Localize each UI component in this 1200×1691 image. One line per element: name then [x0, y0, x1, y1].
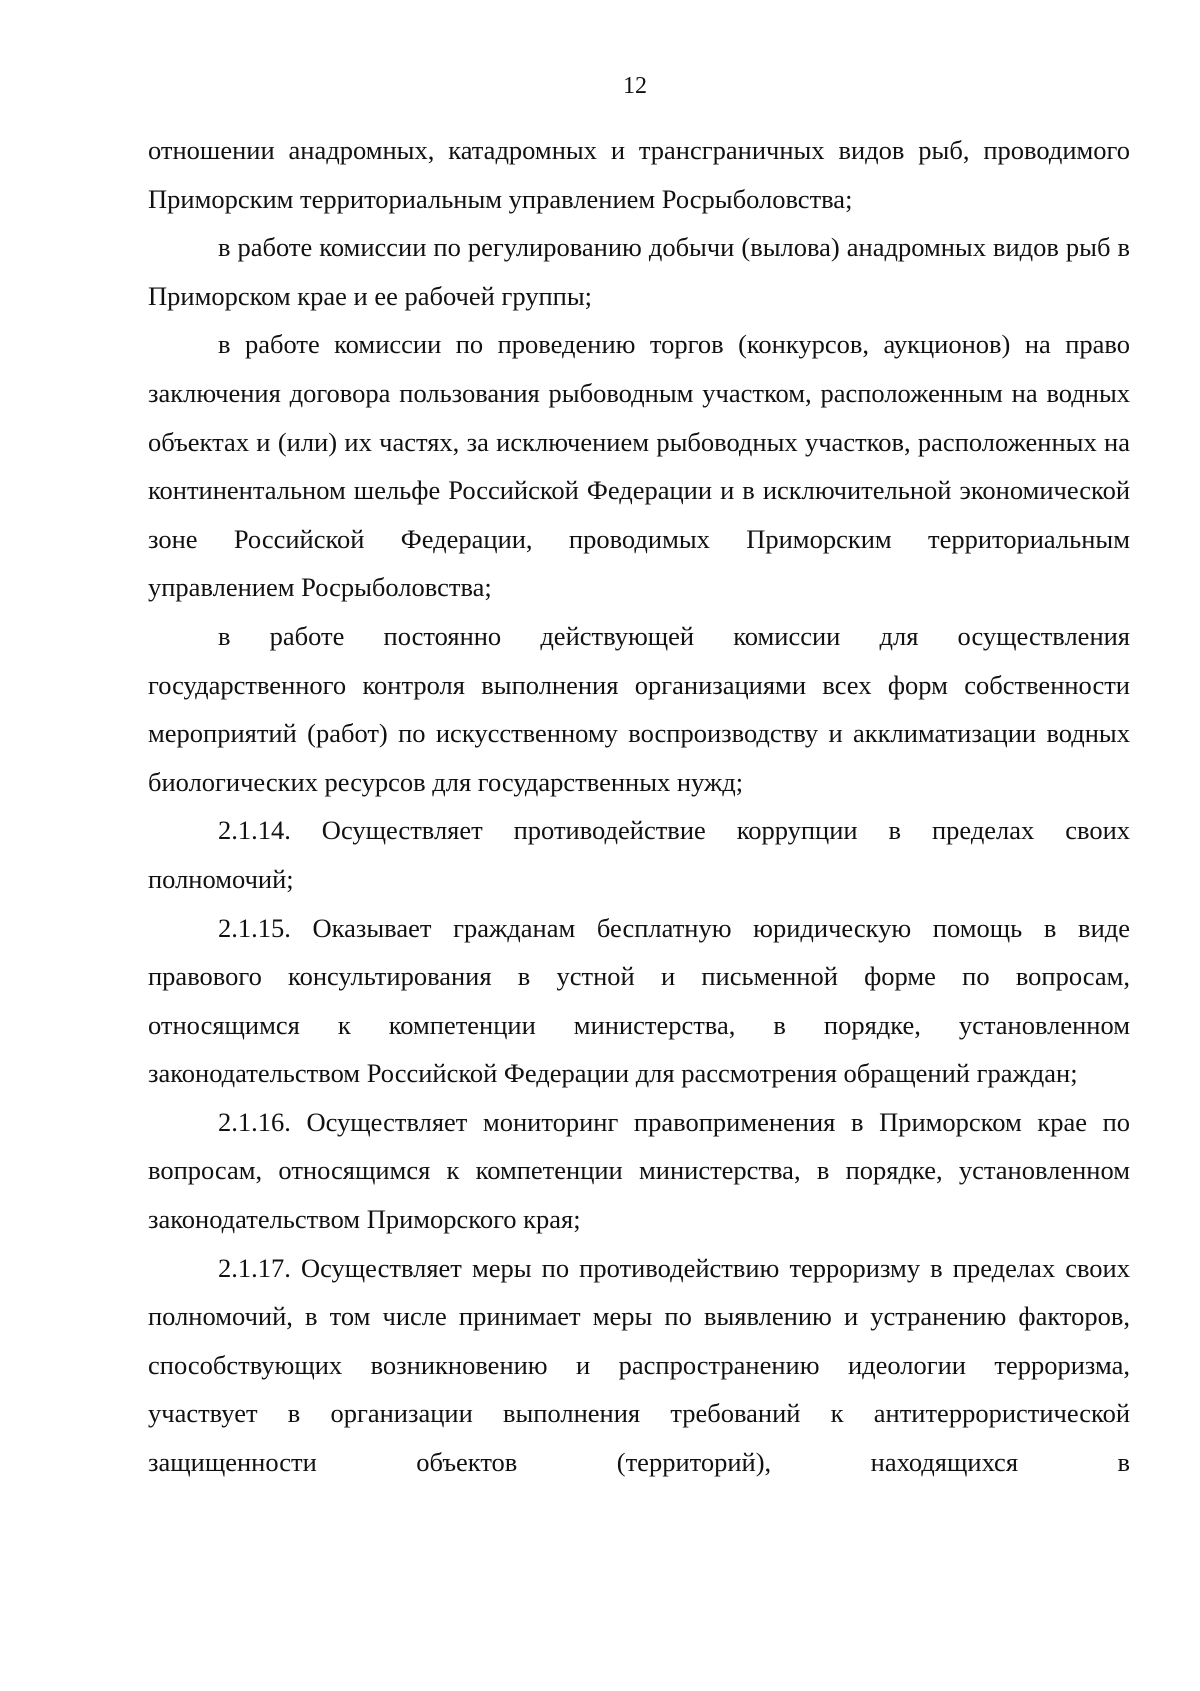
paragraph-4: в работе постоянно действующей комиссии для осуществления государственного контроля выполнения организациями всех форм собственности мероприятий (работ) по искусственному воспроизводству и акклиматизации водных биологических ресурсов для государственных нужд;: [148, 620, 1130, 797]
paragraph-7: 2.1.16. Осуществляет мониторинг правоприменения в Приморском крае по вопросам, относящимся к компетенции министерства, в порядке, установленном законодательством Приморского края;: [148, 1106, 1130, 1235]
paragraph-5: 2.1.14. Осуществляет противодействие коррупции в пределах своих полномочий;: [148, 815, 1130, 894]
paragraph-2: в работе комиссии по регулированию добычи (вылова) анадромных видов рыб в Приморском крае и ее рабочей группы;: [148, 232, 1130, 311]
paragraph-8: 2.1.17. Осуществляет меры по противодействию терроризму в пределах своих полномочий, в том числе принимает меры по выявлению и устранению факторов, способствующих возникновению и распространению идеологии терроризма, участвует в организации выполнения требований к антитеррористической защищенности объектов (территорий), находящихся в: [148, 1252, 1130, 1478]
page-number: 12: [623, 73, 647, 99]
paragraph-3: в работе комиссии по проведению торгов (конкурсов, аукционов) на право заключения договора пользования рыбоводным участком, расположенным на водных объектах и (или) их частях, за исключением рыбоводных участков, расположенных на континентальном шельфе Российской Федерации и в исключительной экономической зоне Российской Федерации, проводимых Приморским территориальным управлением Росрыболовства;: [148, 329, 1130, 603]
document-body: [148, 126, 1130, 1487]
paragraph-6: 2.1.15. Оказывает гражданам бесплатную юридическую помощь в виде правового консультирования в устной и письменной форме по вопросам, относящимся к компетенции министерства, в порядке, установленном законодательством Российской Федерации для рассмотрения обращений граждан;: [148, 912, 1130, 1089]
paragraph-1: отношении анадромных, катадромных и трансграничных видов рыб, проводимого Приморским территориальным управлением Росрыболовства;: [148, 135, 1130, 214]
